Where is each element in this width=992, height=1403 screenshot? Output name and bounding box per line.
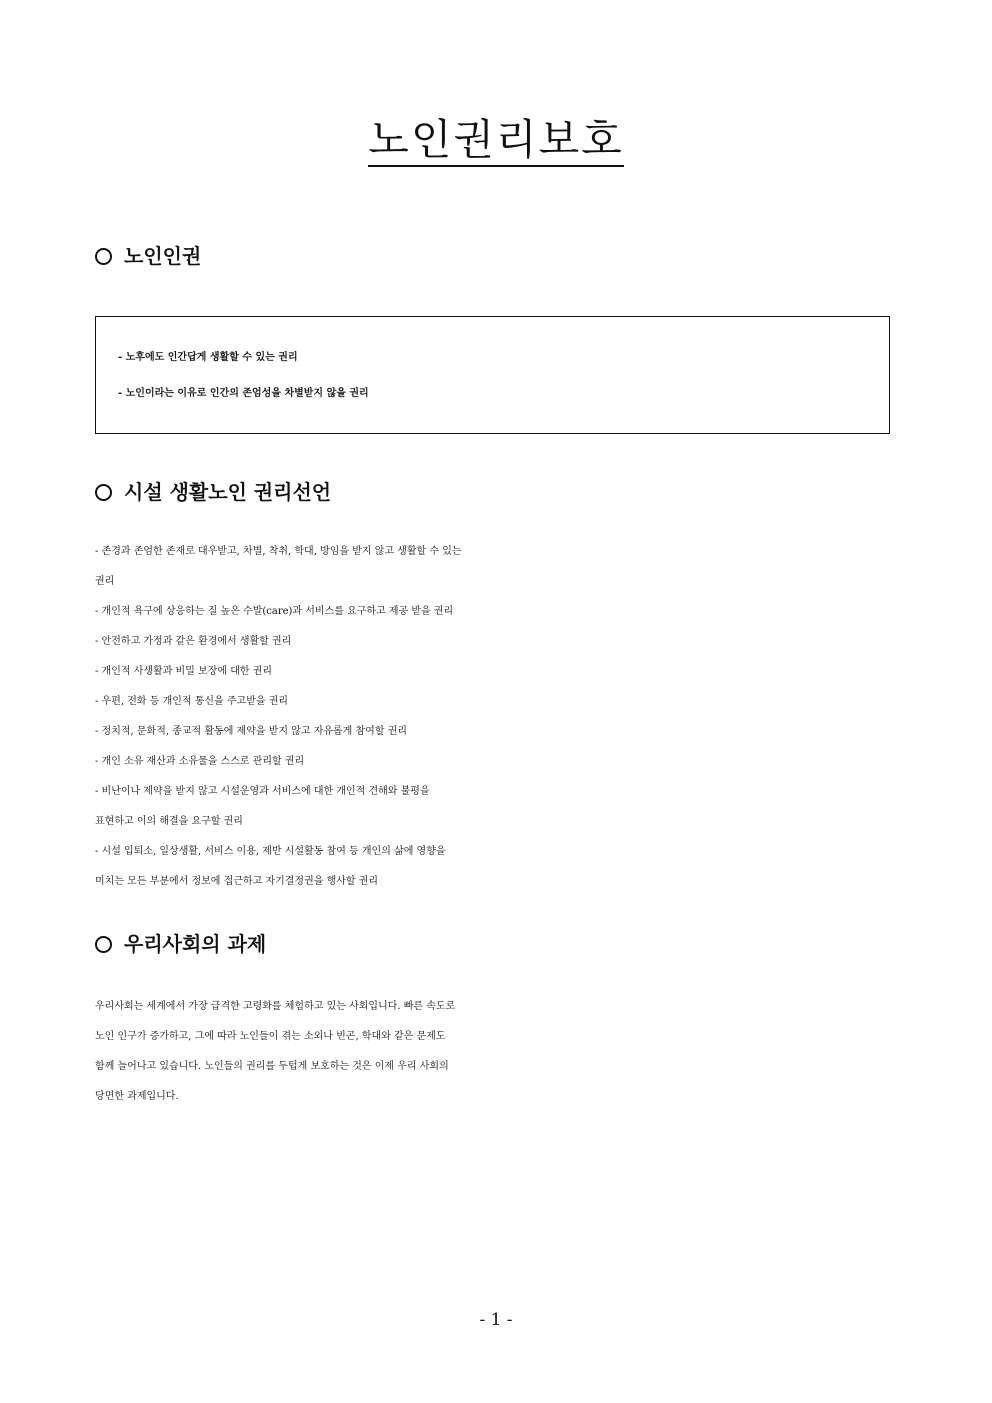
list-item-continuation: 미치는 모든 부분에서 정보에 접근하고 자기결정권을 행사할 권리 — [95, 876, 379, 887]
document-title-text: 노인권리보호 — [368, 115, 623, 167]
rights-definition-box — [95, 316, 890, 434]
circle-bullet-icon — [95, 248, 112, 265]
list-item: - 우편, 전화 등 개인적 통신을 주고받을 권리 — [95, 696, 289, 707]
section-heading-social-task — [95, 930, 266, 958]
section-heading-elderly-human-rights — [95, 242, 201, 270]
circle-bullet-icon — [95, 484, 112, 501]
page-number: - 1 - — [479, 1310, 513, 1330]
box-line: - 노인이라는 이유로 인간의 존엄성을 차별받지 않을 권리 — [118, 388, 369, 399]
paragraph-line: 우리사회는 세계에서 가장 급격한 고령화를 체험하고 있는 사회입니다. 빠른 속도로 — [95, 1001, 456, 1012]
list-item: - 정치적, 문화적, 종교적 활동에 제약을 받지 않고 자유롭게 참여할 권리 — [95, 726, 408, 737]
circle-bullet-icon — [95, 936, 112, 953]
document-title — [0, 112, 992, 168]
list-item: - 비난이나 제약을 받지 않고 시설운영과 서비스에 대한 개인적 견해와 불평을 — [95, 786, 430, 797]
paragraph-line: 함께 늘어나고 있습니다. 노인들의 권리를 두텁게 보호하는 것은 이제 우리 사회의 — [95, 1061, 449, 1072]
list-item: - 개인적 욕구에 상응하는 질 높은 수발(care)과 서비스를 요구하고 제공 받을 권리 — [95, 606, 454, 617]
list-item: - 개인 소유 재산과 소유물을 스스로 관리할 권리 — [95, 756, 305, 767]
box-line: - 노후에도 인간답게 생활할 수 있는 권리 — [118, 352, 298, 363]
section-heading-text: 우리사회의 과제 — [124, 932, 267, 956]
section-heading-text: 시설 생활노인 권리선언 — [124, 480, 332, 504]
list-item: - 안전하고 가정과 같은 환경에서 생활할 권리 — [95, 636, 292, 647]
paragraph-line: 당면한 과제입니다. — [95, 1091, 179, 1102]
list-item-continuation: 권리 — [95, 576, 115, 587]
rights-declaration-list — [95, 537, 905, 897]
social-task-paragraph — [95, 992, 905, 1112]
list-item: - 시설 입퇴소, 일상생활, 서비스 이용, 제반 시설활동 참여 등 개인의 삶에 영향을 — [95, 846, 446, 857]
list-item: - 존경과 존엄한 존재로 대우받고, 차별, 착취, 학대, 방임을 받지 않고 생활할 수 있는 — [95, 546, 462, 557]
paragraph-line: 노인 인구가 증가하고, 그에 따라 노인들이 겪는 소외나 빈곤, 학대와 같은 문제도 — [95, 1031, 446, 1042]
section-heading-text: 노인인권 — [124, 244, 202, 268]
list-item-continuation: 표현하고 이의 해결을 요구할 권리 — [95, 816, 243, 827]
section-heading-facility-rights-declaration — [95, 478, 331, 506]
list-item: - 개인적 사생활과 비밀 보장에 대한 권리 — [95, 666, 273, 677]
